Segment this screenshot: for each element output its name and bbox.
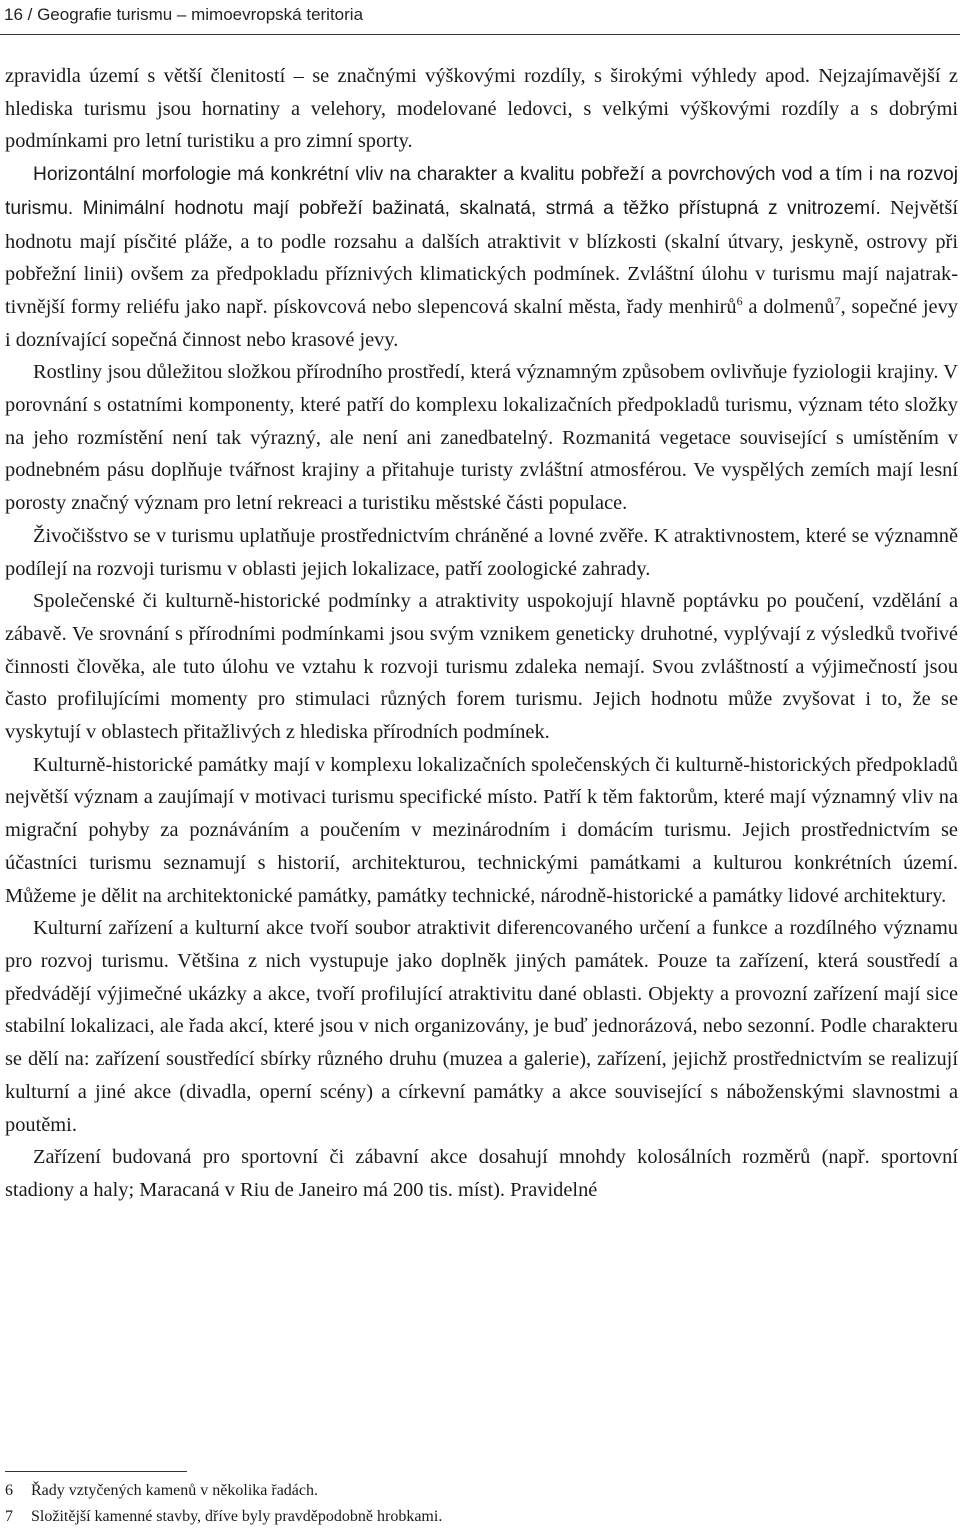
paragraph-2-sans-lead: Horizontální morfologie má konkrétní vliv na charakter a kvalitu pobřeží a povrchových vod a tím i na rozvoj turismu. Minimální hodnotu mají pobřeží bažinatá, skalnatá, strmá a těžko přístupná z vnitrozemí.	[5, 164, 958, 219]
paragraph-2-rest: Největší hodnotu mají písčité pláže, a to podle rozsahu a dalších atraktivit v blízkosti (skalní útvary, jeskyně, ostrovy při pobřežní linii) ovšem za předpokladu příznivých klimatických podmínek. Zvláštní úlohu v turismu mají najatraktivnější formy reliéfu jako např. pískovcová nebo slepencová skalní města, řady menhirů	[5, 196, 958, 318]
footnote-divider	[5, 1471, 187, 1472]
paragraph-2	[5, 158, 958, 356]
footnote-number: 7	[5, 1508, 13, 1525]
footnote-number: 6	[5, 1482, 13, 1499]
paragraph-2-mid: a dolmenů	[742, 295, 835, 318]
running-head-text: 16 / Geografie turismu – mimoevropská teritoria	[4, 5, 364, 24]
footnote-text: Řady vztyčených kamenů v několika řadách.	[31, 1482, 318, 1499]
paragraph-5: Společenské či kulturně-historické podmínky a atraktivity uspokojují hlavně poptávku po poučení, vzdělání a zábavě. Ve srovnání s přírodními podmínkami jsou svým vznikem geneticky druhotné, vyplývají z výsledků tvořivé činnosti člověka, ale tuto úlohu ve vztahu k rozvoji turismu zdaleka nemají. Svou zvláštností a výjimečností jsou často profilujícími momenty pro stimulaci různých forem turismu. Jejich hodnotu může zvyšovat i to, že se vyskytují v oblastech přitažlivých z hlediska přírodních podmínek.	[5, 590, 958, 744]
paragraph-3: Rostliny jsou důležitou složkou přírodního prostředí, která významným způsobem ovlivňuje fyziologii krajiny. V porovnání s ostatními komponenty, které patří do komplexu lokalizačních předpokladů turismu, význam této složky na jeho rozmístění není tak výrazný, ale není ani zanedbatelný. Rozmanitá vegetace související s umístěním v podnebném pásu doplňuje tvářnost krajiny a přitahuje turisty zvláštní atmosférou. Ve vyspělých zemích mají lesní porosty značný význam pro letní rekreaci a turistiku městské části populace.	[5, 361, 958, 515]
footnote-ref-6[interactable]: 6	[736, 294, 743, 309]
paragraph-1: zpravidla území s větší členitostí – se značnými výškovými rozdíly, s širokými výhledy apod. Nejzajímavější z hlediska turismu jsou hornatiny a velehory, modelované ledovci, s velkými výškovými rozdíly a s dobrými podmínkami pro letní turistiku a pro zimní sporty.	[5, 65, 958, 153]
footnote-7	[5, 1504, 945, 1530]
footnotes	[5, 1478, 945, 1530]
paragraph-8: Zařízení budovaná pro sportovní či zábavní akce dosahují mnohdy kolosálních rozměrů (např. sportovní stadiony a haly; Maracaná v Riu de Janeiro má 200 tis. míst). Pravidelné	[5, 1146, 958, 1201]
paragraph-4: Živočišstvo se v turismu uplatňuje prostřednictvím chráněné a lovné zvěře. K atraktivnostem, které se významně podílejí na rozvoji turismu v oblasti jejich lokalizace, patří zoologické zahrady.	[5, 524, 958, 580]
footnote-6	[5, 1478, 945, 1504]
footnote-text: Složitější kamenné stavby, dříve byly pravděpodobně hrobkami.	[31, 1508, 443, 1525]
header-divider	[0, 34, 960, 35]
main-text	[5, 60, 958, 1207]
running-header	[4, 0, 954, 30]
paragraph-7: Kulturní zařízení a kulturní akce tvoří soubor atraktivit diferencovaného určení a funkce a rozdílného významu pro rozvoj turismu. Většina z nich vystupuje jako doplněk jiných památek. Pouze ta zařízení, která soustředí a předvádějí výjimečné ukázky a akce, tvoří profilující atraktivitu dané oblasti. Objekty a provozní zařízení mají sice stabilní lokalizaci, ale řada akcí, které jsou v nich organizovány, je buď jednorázová, nebo sezonní. Podle charakteru se dělí na: zařízení soustředící sbírky různého druhu (muzea a galerie), zařízení, jejichž prostřednictvím se realizují kulturní a jiné akce (divadla, operní scény) a církevní památky a akce související s náboženskými slavnostmi a poutěmi.	[5, 917, 958, 1136]
paragraph-6: Kulturně-historické památky mají v komplexu lokalizačních společenských či kulturně-historických předpokladů největší význam a zaujímají v motivaci turismu specifické místo. Patří k těm faktorům, které mají významný vliv na migrační pohyby za poznáváním a poučením v mezinárodním i domácím turismu. Jejich prostřednictvím se účastníci turismu seznamují s historií, architekturou, technickými památkami a kulturou konkrétních území. Můžeme je dělit na architektonické památky, památky technické, národně-historické a památky lidové architektury.	[5, 753, 958, 907]
footnote-ref-7[interactable]: 7	[834, 294, 841, 309]
paragraph-2-end: , sopečné jevy i doznívající sopečná činnost nebo krasové jevy.	[5, 295, 958, 351]
